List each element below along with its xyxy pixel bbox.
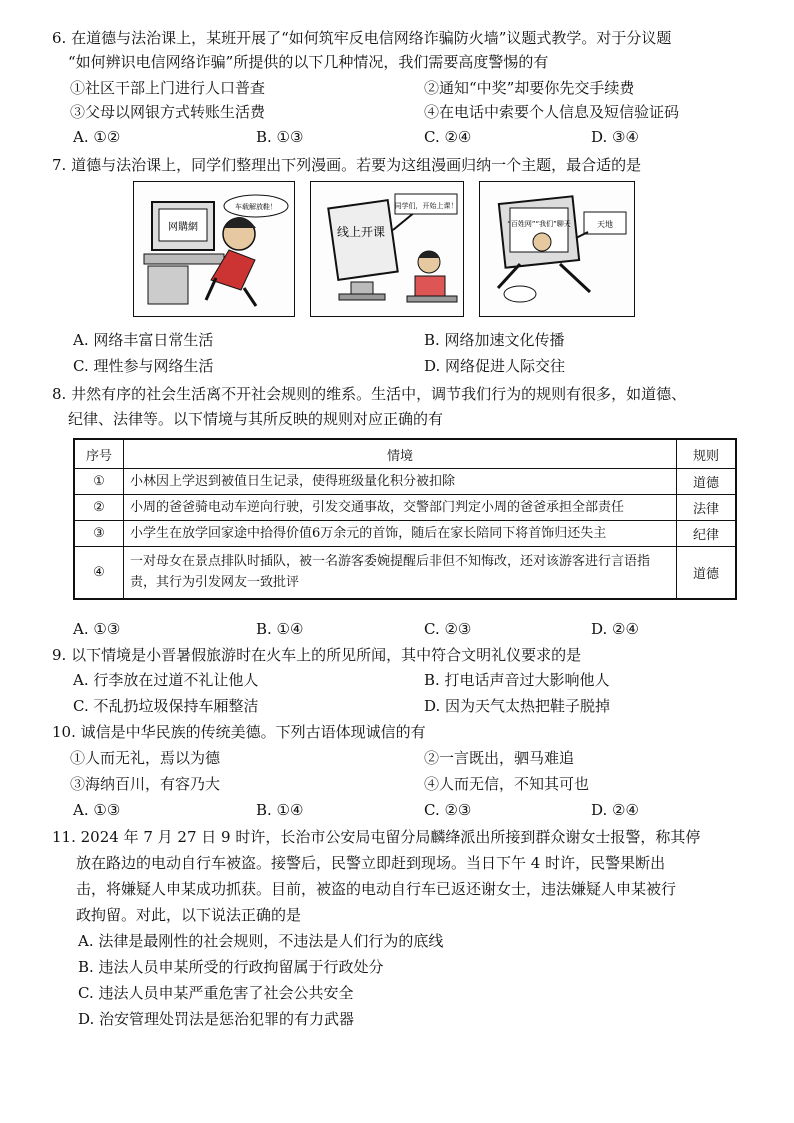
q8-option-c: C. ②③ bbox=[424, 620, 472, 638]
cartoon-online-class bbox=[310, 181, 464, 317]
q6-stem-line2: “如何辨识电信网络诈骗”所提供的以下几种情况，我们需要高度警惕的有 bbox=[68, 53, 549, 71]
row-scene: 小学生在放学回家途中拾得价值6万余元的首饰，随后在家长陪同下将首饰归还失主 bbox=[124, 521, 677, 547]
row-number: ④ bbox=[74, 547, 124, 599]
cartoon2-screen-text: 线上开课 bbox=[336, 225, 386, 239]
q6-option-a: A. ①② bbox=[73, 128, 121, 146]
q7-cartoons bbox=[133, 181, 633, 317]
q9-option-c: C. 不乱扔垃圾保持车厢整洁 bbox=[73, 697, 259, 715]
cartoon1-screen-text: 网購網 bbox=[168, 222, 198, 233]
q10-stem: 10. 诚信是中华民族的传统美德。下列古语体现诚信的有 bbox=[52, 723, 426, 741]
table-row bbox=[74, 547, 736, 599]
q9-option-b: B. 打电话声音过大影响他人 bbox=[424, 671, 610, 689]
q11-option-c: C. 违法人员申某严重危害了社会公共安全 bbox=[78, 984, 354, 1002]
q11-option-b: B. 违法人员申某所受的行政拘留属于行政处分 bbox=[78, 958, 384, 976]
q10-item-2: ②一言既出，驷马难追 bbox=[424, 749, 575, 767]
table-row bbox=[74, 469, 736, 495]
q8-option-d: D. ②④ bbox=[591, 620, 639, 638]
row-number: ② bbox=[74, 495, 124, 521]
q7-option-b: B. 网络加速文化传播 bbox=[424, 331, 565, 349]
q8-stem-line2: 纪律、法律等。以下情境与其所反映的规则对应正确的有 bbox=[68, 410, 444, 428]
q7-stem: 7. 道德与法治课上，同学们整理出下列漫画。若要为这组漫画归纳一个主题，最合适的是 bbox=[52, 156, 642, 174]
q6-option-b: B. ①③ bbox=[256, 128, 304, 146]
q11-option-d: D. 治安管理处罚法是惩治犯罪的有力武器 bbox=[78, 1010, 355, 1028]
q11-stem-line3: 击，将嫌疑人申某成功抓获。目前，被盗的电动自行车已返还谢女士，违法嫌疑人申某被行 bbox=[76, 880, 677, 898]
q6-item-3: ③父母以网银方式转账生活费 bbox=[70, 103, 266, 121]
q11-stem-line1: 11. 2024 年 7 月 27 日 9 时许，长治市公安局屯留分局麟绛派出所接到群众谢女士报警，称其停 bbox=[52, 828, 701, 846]
row-scene: 小周的爸爸骑电动车逆向行驶，引发交通事故，交警部门判定小周的爸爸承担全部责任 bbox=[124, 495, 677, 521]
q8-option-b: B. ①④ bbox=[256, 620, 304, 638]
q10-option-b: B. ①④ bbox=[256, 801, 304, 819]
row-number: ③ bbox=[74, 521, 124, 547]
cartoon-online-shopping bbox=[133, 181, 295, 317]
q10-option-a: A. ①③ bbox=[73, 801, 121, 819]
table-row bbox=[74, 521, 736, 547]
cartoon1-bubble-text: 车载解放鞋！ bbox=[235, 203, 277, 211]
row-rule: 法律 bbox=[677, 495, 737, 521]
row-scene: 小林因上学迟到被值日生记录，使得班级量化积分被扣除 bbox=[124, 469, 677, 495]
q9-option-a: A. 行李放在过道不礼让他人 bbox=[73, 671, 259, 689]
q10-item-3: ③海纳百川，有容乃大 bbox=[70, 775, 221, 793]
q8-option-a: A. ①③ bbox=[73, 620, 121, 638]
q11-stem-line4: 政拘留。对此，以下说法正确的是 bbox=[76, 906, 302, 924]
q11-option-a: A. 法律是最刚性的社会规则，不违法是人们行为的底线 bbox=[78, 932, 444, 950]
q9-stem: 9. 以下情境是小晋暑假旅游时在火车上的所见所闻，其中符合文明礼仪要求的是 bbox=[52, 646, 582, 664]
row-rule: 道德 bbox=[677, 469, 737, 495]
q8-rules-table bbox=[73, 438, 737, 600]
q7-option-c: C. 理性参与网络生活 bbox=[73, 357, 214, 375]
cartoon-online-chat bbox=[479, 181, 635, 317]
q6-item-1: ①社区干部上门进行人口普查 bbox=[70, 79, 266, 97]
row-number: ① bbox=[74, 469, 124, 495]
q6-item-4: ④在电话中索要个人信息及短信验证码 bbox=[424, 103, 680, 121]
row-rule: 道德 bbox=[677, 547, 737, 599]
q9-option-d: D. 因为天气太热把鞋子脱掉 bbox=[424, 697, 611, 715]
row-scene: 一对母女在景点排队时插队，被一名游客委婉提醒后非但不知悔改，还对该游客进行言语指责，其行为引发网友一致批评 bbox=[124, 547, 677, 599]
q10-item-1: ①人而无礼，焉以为德 bbox=[70, 749, 221, 767]
q10-option-c: C. ②③ bbox=[424, 801, 472, 819]
cartoon2-bubble-text: 同学们，开始上课！ bbox=[394, 202, 458, 210]
row-rule: 纪律 bbox=[677, 521, 737, 547]
q10-option-d: D. ②④ bbox=[591, 801, 639, 819]
cartoon3-screen-text: “百姓网”“我们”聊天 bbox=[507, 220, 571, 228]
q8-stem-line1: 8. 井然有序的社会生活离不开社会规则的维系。生活中，调节我们行为的规则有很多，如道德、 bbox=[52, 385, 687, 403]
header-number: 序号 bbox=[74, 439, 124, 469]
q7-option-d: D. 网络促进人际交往 bbox=[424, 357, 566, 375]
table-row bbox=[74, 495, 736, 521]
header-scene: 情境 bbox=[124, 439, 677, 469]
q6-option-c: C. ②④ bbox=[424, 128, 472, 146]
table-header-row bbox=[74, 439, 736, 469]
q10-item-4: ④人而无信，不知其可也 bbox=[424, 775, 590, 793]
header-rule: 规则 bbox=[677, 439, 737, 469]
q11-stem-line2: 放在路边的电动自行车被盗。接警后，民警立即赶到现场。当日下午 4 时许，民警果断出 bbox=[76, 854, 666, 872]
q6-stem-line1: 6. 在道德与法治课上，某班开展了“如何筑牢反电信网络诈骗防火墙”议题式教学。对于分议题 bbox=[52, 29, 672, 47]
q6-item-2: ②通知“中奖”却要你先交手续费 bbox=[424, 79, 635, 97]
q6-option-d: D. ③④ bbox=[591, 128, 639, 146]
cartoon3-note-text: 天地 bbox=[597, 220, 613, 229]
q7-option-a: A. 网络丰富日常生活 bbox=[73, 331, 214, 349]
